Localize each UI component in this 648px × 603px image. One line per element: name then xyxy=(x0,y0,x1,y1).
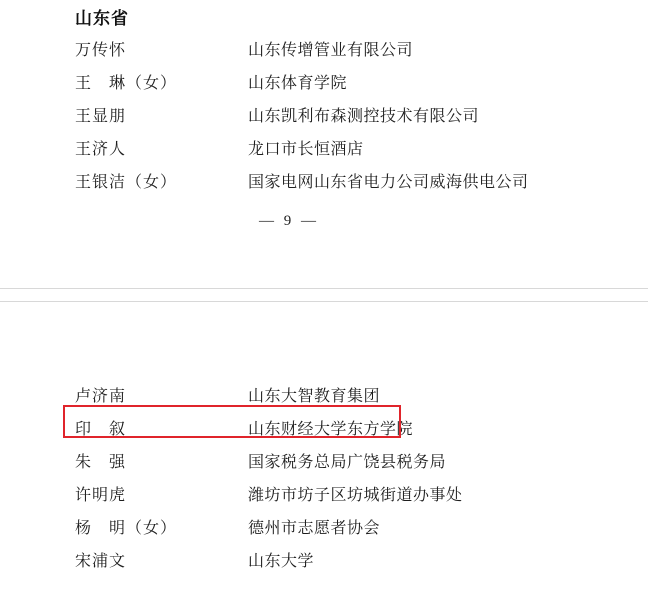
list-item xyxy=(0,34,648,67)
list-item xyxy=(0,545,648,578)
entry-name: 朱 强 xyxy=(75,454,127,471)
list-item xyxy=(0,100,648,133)
list-item xyxy=(0,380,648,413)
entry-organization: 山东体育学院 xyxy=(248,75,348,92)
entry-organization: 山东财经大学东方学院 xyxy=(248,421,414,438)
entry-organization: 潍坊市坊子区坊城街道办事处 xyxy=(248,487,463,504)
entry-organization: 山东大智教育集团 xyxy=(248,388,381,405)
entry-name: 印 叙 xyxy=(75,421,127,438)
entry-name: 卢济南 xyxy=(75,388,127,405)
entry-name: 许明虎 xyxy=(75,487,127,504)
entry-name: 万传怀 xyxy=(75,42,127,59)
entry-organization: 德州市志愿者协会 xyxy=(248,520,381,537)
list-item xyxy=(0,166,648,199)
entry-organization: 山东大学 xyxy=(248,553,315,570)
entry-name: 王济人 xyxy=(75,141,127,158)
page-section-bottom xyxy=(0,302,648,603)
entry-organization: 龙口市长恒酒店 xyxy=(248,141,364,158)
list-item xyxy=(0,479,648,512)
entry-name: 王银洁（女） xyxy=(75,174,178,191)
entry-name: 宋浦文 xyxy=(75,553,127,570)
entry-organization: 山东传增管业有限公司 xyxy=(248,42,414,59)
list-item xyxy=(0,446,648,479)
list-item xyxy=(0,133,648,166)
entry-organization: 国家税务总局广饶县税务局 xyxy=(248,454,447,471)
list-item xyxy=(0,413,648,446)
entry-organization: 国家电网山东省电力公司威海供电公司 xyxy=(248,174,529,191)
entry-organization: 山东凯利布森测控技术有限公司 xyxy=(248,108,480,125)
province-heading: 山东省 xyxy=(75,9,129,28)
list-item xyxy=(0,67,648,100)
page-divider xyxy=(0,288,648,302)
entry-name: 王显朋 xyxy=(75,108,127,125)
page-section-top xyxy=(0,0,648,288)
entry-name: 杨 明（女） xyxy=(75,520,178,537)
top-margin-spacer xyxy=(0,302,648,380)
list-item xyxy=(0,512,648,545)
page-number: — 9 — xyxy=(259,213,319,229)
entry-name: 王 琳（女） xyxy=(75,75,178,92)
